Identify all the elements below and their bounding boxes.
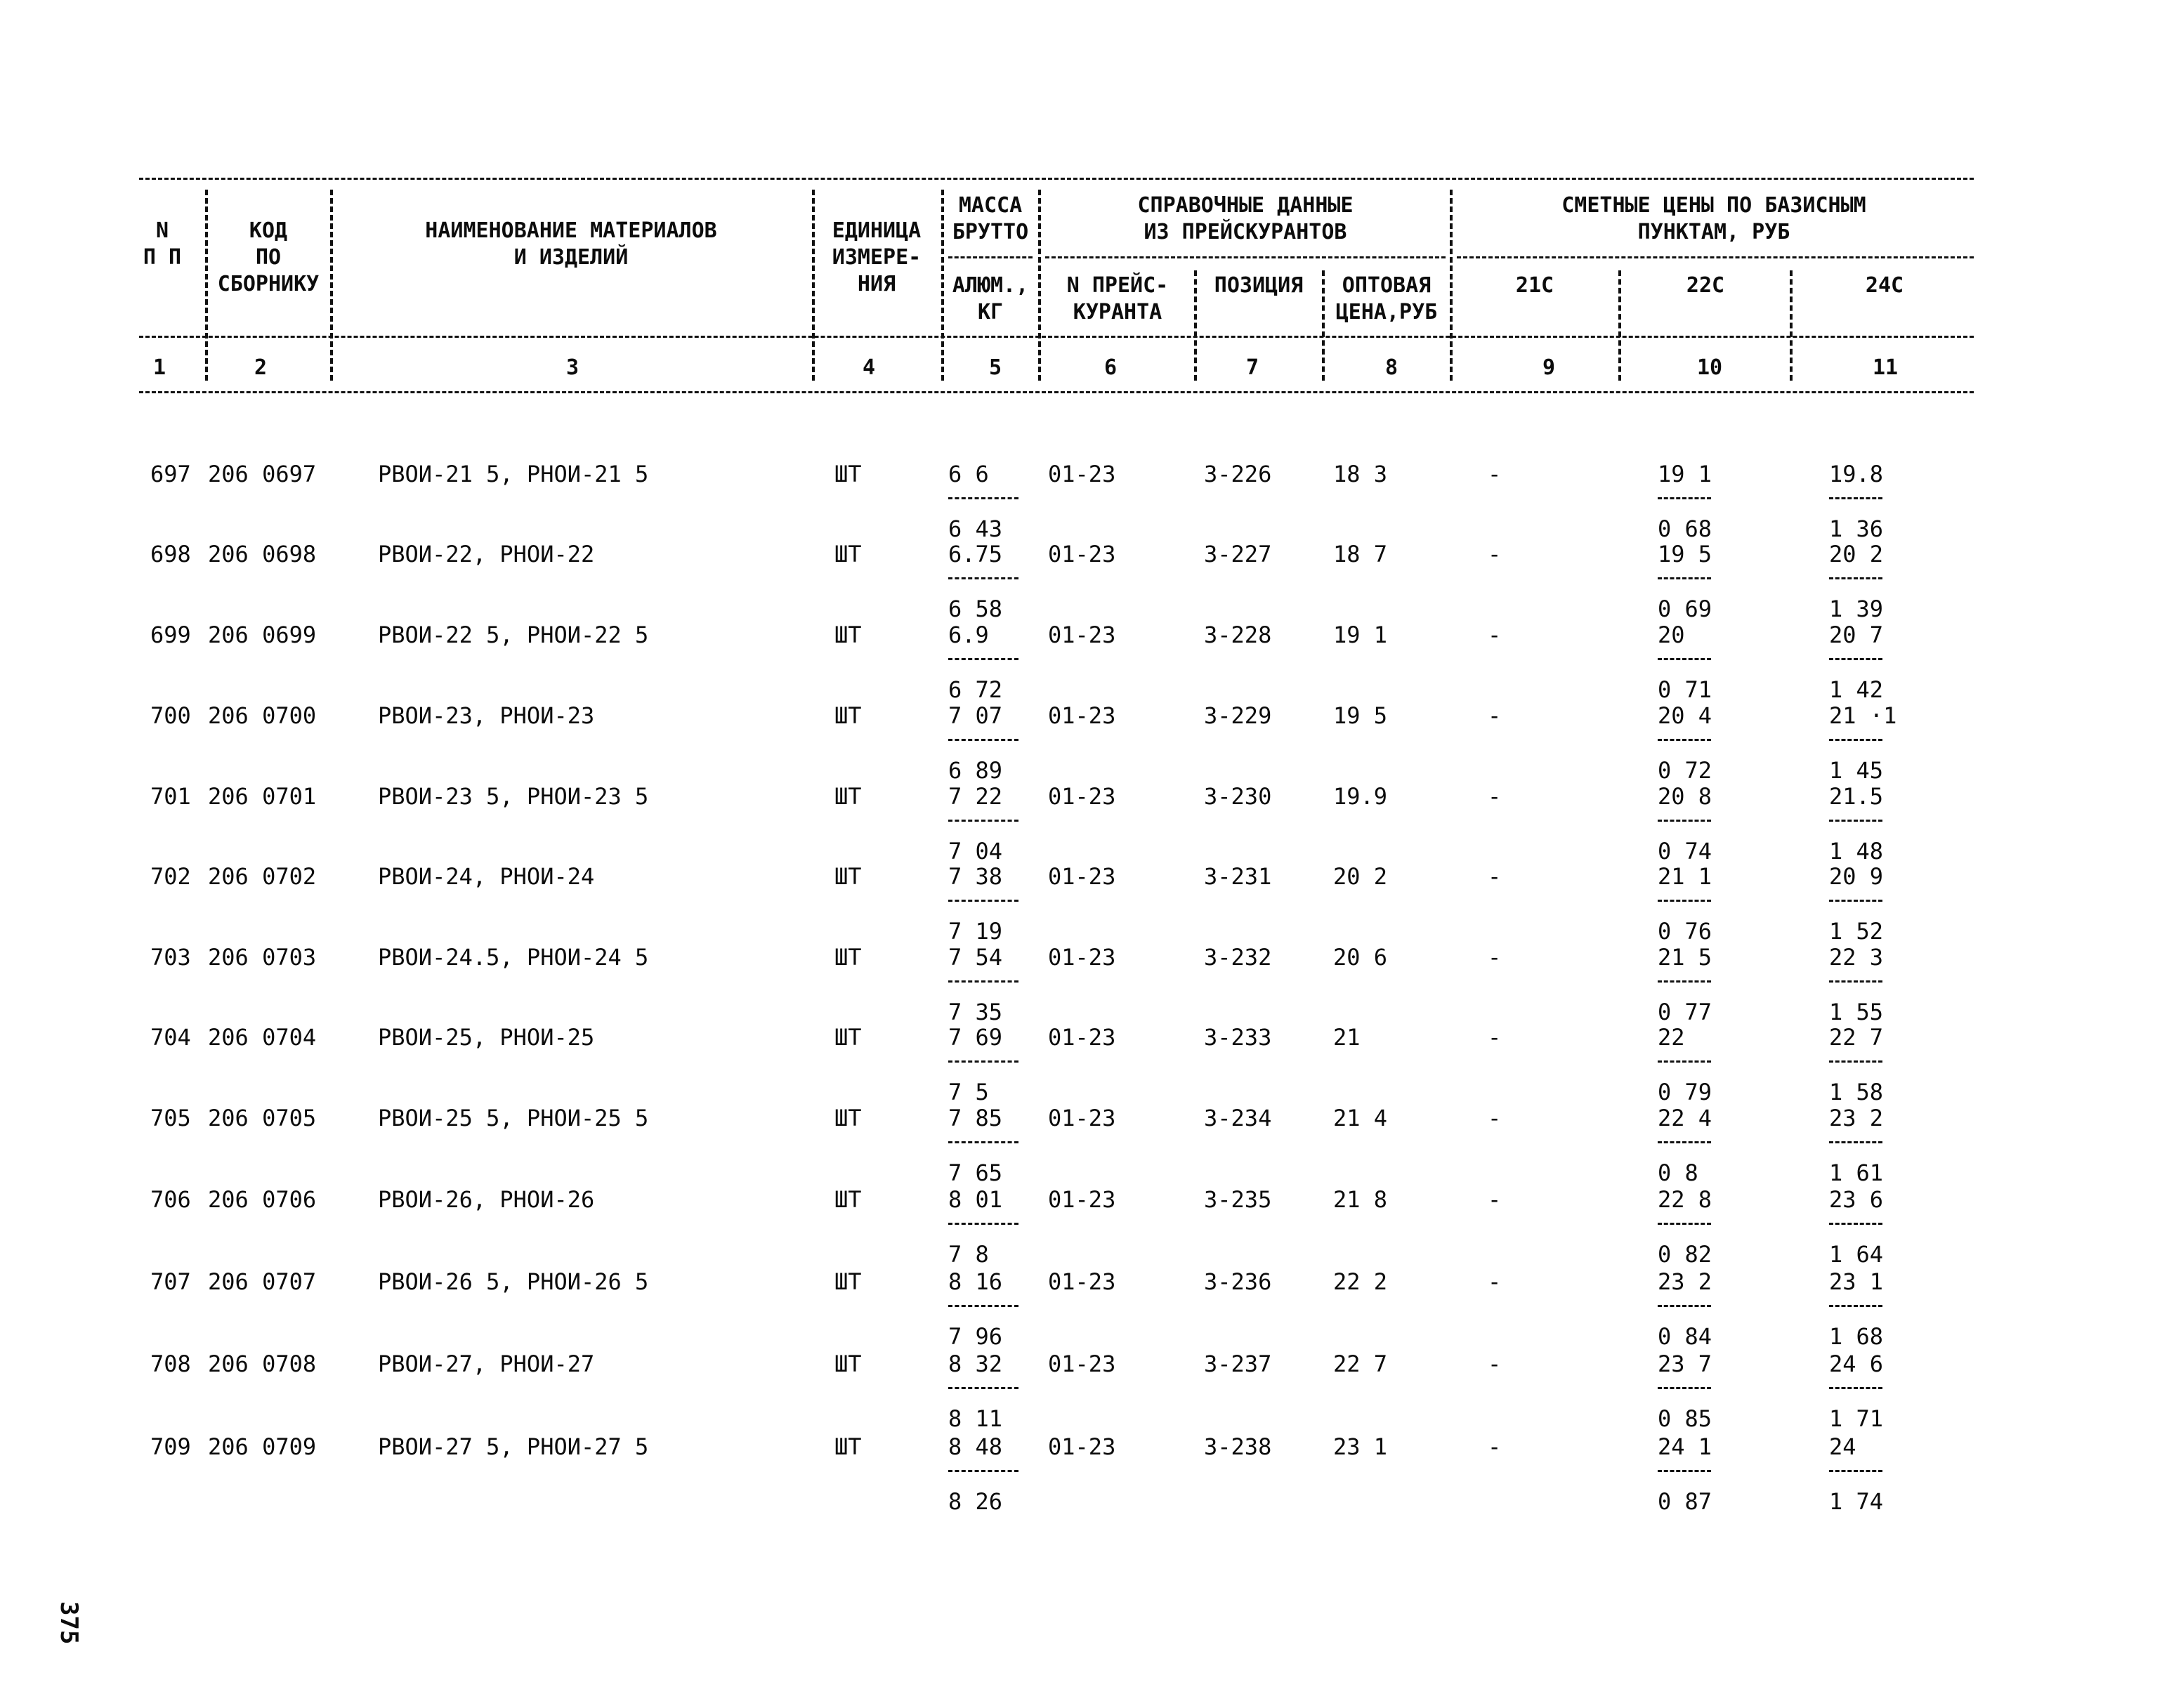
fraction-dash [1829,1060,1882,1063]
row-price-24c-secondary: 1 55 [1829,999,1884,1025]
column-number: 2 [254,355,268,380]
row-wholesale-price: 22 2 [1333,1268,1388,1295]
row-price-list: 01-23 [1048,1105,1116,1131]
row-price-list: 01-23 [1048,1024,1116,1051]
row-position: 3-229 [1204,702,1272,729]
fraction-dash [948,658,1018,660]
row-price-21c: - [1488,1186,1502,1213]
row-price-24c-secondary: 1 64 [1829,1241,1884,1268]
row-code: 206 0704 [208,1024,317,1051]
row-name: РВОИ-23 5, РНОИ-23 5 [378,783,649,810]
col-separator [1618,270,1621,381]
row-price-list: 01-23 [1048,863,1116,890]
fraction-dash [1658,900,1711,902]
column-number: 3 [566,355,579,380]
header-text: ИЗ ПРЕЙСКУРАНТОВ [1144,220,1347,244]
row-number: 704 [150,1024,191,1051]
header-col6 [1044,272,1191,326]
row-price-21c: - [1488,1351,1502,1377]
col-separator [205,190,208,381]
col-separator [330,190,333,381]
row-mass: 6.75 [948,541,1003,567]
row-unit: ШТ [834,1268,862,1295]
header-text: СБОРНИКУ [217,272,320,296]
header-col10 [1624,272,1787,299]
row-number: 707 [150,1268,191,1295]
row-mass: 8 16 [948,1268,1003,1295]
row-price-22c-secondary: 0 8 [1658,1160,1698,1186]
header-text: НАИМЕНОВАНИЕ МАТЕРИАЛОВ [425,218,717,243]
row-price-list: 01-23 [1048,783,1116,810]
row-price-24c-secondary: 1 58 [1829,1079,1884,1105]
fraction-dash [948,980,1018,983]
row-price-24c: 19.8 [1829,461,1884,487]
header-text: ПУНКТАМ, РУБ [1637,220,1790,244]
row-position: 3-236 [1204,1268,1272,1295]
row-price-22c-secondary: 0 87 [1658,1488,1712,1515]
row-unit: ШТ [834,1024,862,1051]
header-text: N [155,218,169,243]
fraction-dash [1658,1141,1711,1143]
row-wholesale-price: 19 1 [1333,622,1388,648]
row-price-list: 01-23 [1048,622,1116,648]
row-position: 3-238 [1204,1433,1272,1460]
row-name: РВОИ-26 5, РНОИ-26 5 [378,1268,649,1295]
header-text: ИЗМЕРЕ- [832,245,922,270]
fraction-dash [1658,577,1711,579]
row-code: 206 0701 [208,783,317,810]
row-price-24c-secondary: 1 71 [1829,1405,1884,1432]
row-price-24c: 20 7 [1829,622,1884,648]
row-number: 705 [150,1105,191,1131]
row-price-22c-secondary: 0 84 [1658,1323,1712,1350]
header-bottom-rule [139,391,1974,393]
row-mass-secondary: 8 11 [948,1405,1003,1432]
row-price-list: 01-23 [1048,1268,1116,1295]
row-name: РВОИ-27 5, РНОИ-27 5 [378,1433,649,1460]
row-name: РВОИ-23, РНОИ-23 [378,702,595,729]
row-price-24c: 23 2 [1829,1105,1884,1131]
fraction-dash [1658,1387,1711,1389]
row-price-22c-secondary: 0 74 [1658,838,1712,865]
header-text: ЕДИНИЦА [832,218,922,243]
row-number: 708 [150,1351,191,1377]
row-mass: 7 22 [948,783,1003,810]
row-wholesale-price: 19.9 [1333,783,1388,810]
row-price-24c: 20 2 [1829,541,1884,567]
row-unit: ШТ [834,461,862,487]
fraction-dash [1829,1470,1882,1472]
row-price-24c-secondary: 1 48 [1829,838,1884,865]
row-price-22c-secondary: 0 82 [1658,1241,1712,1268]
row-code: 206 0700 [208,702,317,729]
row-name: РВОИ-26, РНОИ-26 [378,1186,595,1213]
fraction-dash [1658,497,1711,499]
row-code: 206 0706 [208,1186,317,1213]
row-price-22c-secondary: 0 69 [1658,596,1712,622]
row-position: 3-227 [1204,541,1272,567]
row-code: 206 0699 [208,622,317,648]
fraction-dash [948,1060,1018,1063]
row-price-21c: - [1488,541,1502,567]
header-col1 [138,218,187,271]
row-price-24c: 23 1 [1829,1268,1884,1295]
row-price-21c: - [1488,1105,1502,1131]
header-col4 [816,218,937,298]
row-price-24c-secondary: 1 68 [1829,1323,1884,1350]
row-price-24c: 24 6 [1829,1351,1884,1377]
row-mass: 7 38 [948,863,1003,890]
row-price-21c: - [1488,1268,1502,1295]
header-col5-bottom [945,272,1035,326]
fraction-dash [948,497,1018,499]
row-wholesale-price: 22 7 [1333,1351,1388,1377]
group-price-underline [1457,256,1974,258]
fraction-dash [1829,577,1882,579]
row-unit: ШТ [834,622,862,648]
fraction-dash [1829,739,1882,741]
header-text: 24С [1865,273,1904,298]
col-separator [1450,190,1453,381]
col-separator [1038,190,1041,381]
fraction-dash [948,1223,1018,1225]
row-number: 698 [150,541,191,567]
row-price-list: 01-23 [1048,1351,1116,1377]
row-name: РВОИ-24, РНОИ-24 [378,863,595,890]
header-group-price [1455,192,1972,246]
row-price-24c: 23 6 [1829,1186,1884,1213]
row-unit: ШТ [834,1186,862,1213]
column-number: 6 [1104,355,1118,380]
row-price-24c-secondary: 1 61 [1829,1160,1884,1186]
row-price-24c-secondary: 1 52 [1829,918,1884,945]
fraction-dash [1829,820,1882,822]
row-price-24c-secondary: 1 45 [1829,757,1884,784]
row-mass-secondary: 6 89 [948,757,1003,784]
header-text: СМЕТНЫЕ ЦЕНЫ ПО БАЗИСНЫМ [1561,193,1866,218]
row-name: РВОИ-22 5, РНОИ-22 5 [378,622,649,648]
row-price-22c-secondary: 0 79 [1658,1079,1712,1105]
header-group-ref [1044,192,1447,246]
row-position: 3-226 [1204,461,1272,487]
row-wholesale-price: 23 1 [1333,1433,1388,1460]
column-number: 1 [153,355,166,380]
row-price-24c-secondary: 1 42 [1829,676,1884,703]
fraction-dash [1658,1470,1711,1472]
row-number: 697 [150,461,191,487]
row-code: 206 0709 [208,1433,317,1460]
row-name: РВОИ-25, РНОИ-25 [378,1024,595,1051]
row-unit: ШТ [834,1433,862,1460]
header-col9 [1455,272,1614,299]
row-price-24c: 22 3 [1829,944,1884,971]
row-price-22c: 22 8 [1658,1186,1712,1213]
row-unit: ШТ [834,944,862,971]
fraction-dash [1829,1223,1882,1225]
header-col8 [1326,272,1447,326]
fraction-dash [948,820,1018,822]
row-price-22c: 22 [1658,1024,1685,1051]
fraction-dash [1658,739,1711,741]
header-text: НИЯ [857,272,896,296]
row-mass: 8 48 [948,1433,1003,1460]
header-text: МАССА [958,193,1023,218]
header-text: ПО [255,245,282,270]
col-separator [1322,270,1325,381]
row-price-22c: 19 1 [1658,461,1712,487]
row-code: 206 0697 [208,461,317,487]
header-col3 [336,218,806,271]
row-mass-secondary: 7 96 [948,1323,1003,1350]
row-price-list: 01-23 [1048,702,1116,729]
row-position: 3-230 [1204,783,1272,810]
row-mass-secondary: 7 04 [948,838,1003,865]
row-mass: 7 54 [948,944,1003,971]
row-price-list: 01-23 [1048,944,1116,971]
row-mass: 6.9 [948,622,989,648]
row-unit: ШТ [834,1105,862,1131]
row-name: РВОИ-21 5, РНОИ-21 5 [378,461,649,487]
row-name: РВОИ-22, РНОИ-22 [378,541,595,567]
row-price-22c: 23 2 [1658,1268,1712,1295]
row-price-list: 01-23 [1048,461,1116,487]
header-text: ЦЕНА,РУБ [1335,300,1438,324]
fraction-dash [1658,1305,1711,1307]
row-price-22c: 22 4 [1658,1105,1712,1131]
row-price-22c: 23 7 [1658,1351,1712,1377]
row-mass-secondary: 7 65 [948,1160,1003,1186]
row-price-21c: - [1488,783,1502,810]
header-text: КУРАНТА [1073,300,1162,324]
fraction-dash [1829,900,1882,902]
row-price-22c-secondary: 0 77 [1658,999,1712,1025]
col-separator [941,190,944,381]
column-number: 9 [1542,355,1556,380]
header-text: И ИЗДЕЛИЙ [513,245,629,270]
header-col11 [1795,272,1974,299]
row-name: РВОИ-25 5, РНОИ-25 5 [378,1105,649,1131]
row-name: РВОИ-24.5, РНОИ-24 5 [378,944,649,971]
header-col5-top [945,192,1035,246]
row-price-22c-secondary: 0 85 [1658,1405,1712,1432]
row-unit: ШТ [834,541,862,567]
row-price-list: 01-23 [1048,1186,1116,1213]
row-wholesale-price: 21 8 [1333,1186,1388,1213]
col-separator [1194,270,1197,381]
row-price-22c: 19 5 [1658,541,1712,567]
row-price-22c: 20 4 [1658,702,1712,729]
row-number: 703 [150,944,191,971]
fraction-dash [948,1470,1018,1472]
row-price-21c: - [1488,461,1502,487]
header-text: АЛЮМ., [952,273,1029,298]
row-wholesale-price: 21 4 [1333,1105,1388,1131]
column-number: 10 [1697,355,1723,380]
header-text: П П [143,245,182,270]
row-price-22c: 21 5 [1658,944,1712,971]
row-mass: 8 32 [948,1351,1003,1377]
row-mass-secondary: 6 43 [948,515,1003,542]
fraction-dash [1658,658,1711,660]
row-number: 709 [150,1433,191,1460]
fraction-dash [1829,1305,1882,1307]
row-number: 702 [150,863,191,890]
header-text: 21С [1515,273,1554,298]
row-wholesale-price: 19 5 [1333,702,1388,729]
row-position: 3-232 [1204,944,1272,971]
row-price-list: 01-23 [1048,541,1116,567]
header-text: БРУТТО [952,220,1029,244]
row-mass: 6 6 [948,461,989,487]
row-price-22c-secondary: 0 72 [1658,757,1712,784]
header-text: N ПРЕЙС- [1066,273,1169,298]
col-separator [812,190,815,381]
fraction-dash [1829,1387,1882,1389]
row-mass: 8 01 [948,1186,1003,1213]
row-mass: 7 07 [948,702,1003,729]
row-mass: 7 85 [948,1105,1003,1131]
fraction-dash [1658,980,1711,983]
row-mass-secondary: 7 19 [948,918,1003,945]
row-mass: 7 69 [948,1024,1003,1051]
row-mass-secondary: 6 58 [948,596,1003,622]
row-mass-secondary: 7 8 [948,1241,989,1268]
row-price-22c: 20 [1658,622,1685,648]
header-top-rule [139,178,1974,180]
row-unit: ШТ [834,783,862,810]
header-text: СПРАВОЧНЫЕ ДАННЫЕ [1137,193,1354,218]
fraction-dash [1658,1223,1711,1225]
row-number: 699 [150,622,191,648]
row-number: 700 [150,702,191,729]
row-position: 3-231 [1204,863,1272,890]
header-text: ОПТОВАЯ [1342,273,1431,298]
row-price-24c: 24 [1829,1433,1856,1460]
row-position: 3-237 [1204,1351,1272,1377]
fraction-dash [1658,1060,1711,1063]
fraction-dash [1829,1141,1882,1143]
header-text: ПОЗИЦИЯ [1214,273,1304,298]
column-number: 4 [863,355,876,380]
group-ref-underline [1045,256,1446,258]
row-price-list: 01-23 [1048,1433,1116,1460]
header-text: КГ [977,300,1004,324]
header-text: 22С [1686,273,1725,298]
header-text: КОД [249,218,288,243]
header-numbers-rule [139,336,1974,338]
row-code: 206 0707 [208,1268,317,1295]
row-wholesale-price: 21 [1333,1024,1361,1051]
column-number: 8 [1385,355,1398,380]
header-col7 [1198,272,1319,299]
fraction-dash [948,1387,1018,1389]
row-position: 3-233 [1204,1024,1272,1051]
fraction-dash [948,1141,1018,1143]
row-price-21c: - [1488,622,1502,648]
col-separator [1790,270,1793,381]
row-price-22c-secondary: 0 76 [1658,918,1712,945]
row-price-22c-secondary: 0 68 [1658,515,1712,542]
row-position: 3-234 [1204,1105,1272,1131]
row-code: 206 0708 [208,1351,317,1377]
page-number: 375 [55,1601,83,1645]
row-unit: ШТ [834,863,862,890]
row-name: РВОИ-27, РНОИ-27 [378,1351,595,1377]
row-price-21c: - [1488,1433,1502,1460]
column-number: 7 [1246,355,1259,380]
row-number: 701 [150,783,191,810]
fraction-dash [1829,980,1882,983]
row-wholesale-price: 20 6 [1333,944,1388,971]
header-col2 [209,218,327,298]
row-price-22c: 20 8 [1658,783,1712,810]
mass-subdivider [948,256,1033,258]
row-mass-secondary: 7 35 [948,999,1003,1025]
row-wholesale-price: 18 3 [1333,461,1388,487]
row-unit: ШТ [834,702,862,729]
row-price-21c: - [1488,944,1502,971]
row-price-24c-secondary: 1 39 [1829,596,1884,622]
column-number: 11 [1873,355,1899,380]
row-mass-secondary: 8 26 [948,1488,1003,1515]
fraction-dash [1829,658,1882,660]
row-price-24c-secondary: 1 74 [1829,1488,1884,1515]
row-price-24c-secondary: 1 36 [1829,515,1884,542]
row-wholesale-price: 18 7 [1333,541,1388,567]
row-price-22c: 21 1 [1658,863,1712,890]
row-price-22c-secondary: 0 71 [1658,676,1712,703]
fraction-dash [948,900,1018,902]
fraction-dash [1658,820,1711,822]
fraction-dash [1829,497,1882,499]
row-price-24c: 21.5 [1829,783,1884,810]
column-number: 5 [989,355,1002,380]
row-price-21c: - [1488,702,1502,729]
row-price-24c: 20 9 [1829,863,1884,890]
row-position: 3-235 [1204,1186,1272,1213]
row-code: 206 0703 [208,944,317,971]
row-price-24c: 21 ·1 [1829,702,1897,729]
row-price-21c: - [1488,863,1502,890]
row-code: 206 0702 [208,863,317,890]
row-wholesale-price: 20 2 [1333,863,1388,890]
fraction-dash [948,577,1018,579]
row-unit: ШТ [834,1351,862,1377]
row-position: 3-228 [1204,622,1272,648]
row-code: 206 0698 [208,541,317,567]
row-mass-secondary: 6 72 [948,676,1003,703]
row-price-24c: 22 7 [1829,1024,1884,1051]
row-price-21c: - [1488,1024,1502,1051]
row-number: 706 [150,1186,191,1213]
row-price-22c: 24 1 [1658,1433,1712,1460]
fraction-dash [948,1305,1018,1307]
fraction-dash [948,739,1018,741]
row-mass-secondary: 7 5 [948,1079,989,1105]
row-code: 206 0705 [208,1105,317,1131]
